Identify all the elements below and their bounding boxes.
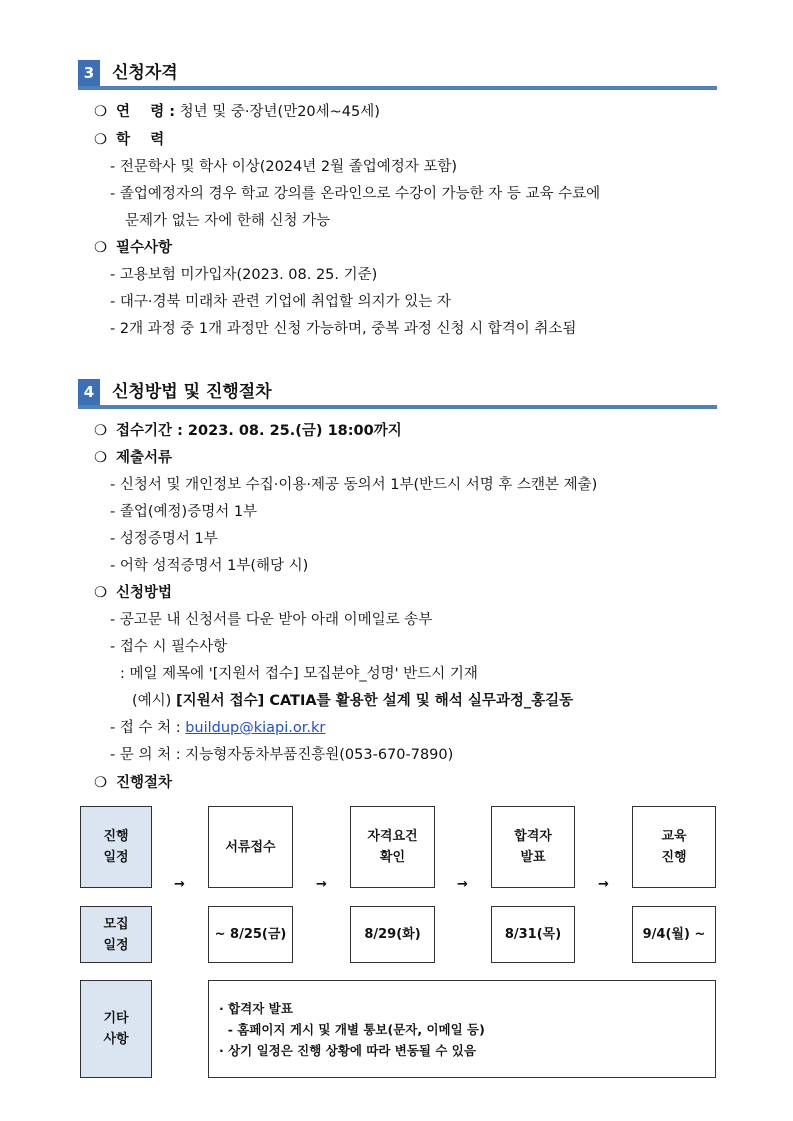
method-line: - 공고문 내 신청서를 다운 받아 아래 이메일로 송부	[110, 612, 433, 628]
section-4-header	[78, 379, 717, 409]
email-line	[110, 718, 325, 738]
requirement-line: - 고용보험 미가입자(2023. 08. 25. 기준)	[110, 267, 378, 283]
circle-bullet-icon: ❍	[94, 775, 107, 791]
circle-bullet-icon: ❍	[94, 132, 107, 148]
process-label: 진행절차	[116, 775, 173, 791]
arrow-right-icon: →	[457, 877, 468, 892]
education-continuation: 문제가 없는 자에 한해 신청 가능	[125, 213, 331, 229]
requirements-label: 필수사항	[116, 240, 173, 256]
method-label: 신청방법	[116, 585, 173, 601]
example-subject: [지원서 접수] CATIA를 활용한 설계 및 해석 실무과정_홍길동	[175, 693, 574, 709]
email-label: - 접 수 처 :	[110, 720, 186, 736]
circle-bullet-icon: ❍	[94, 104, 107, 120]
row-label-schedule: 진행 일정	[80, 806, 152, 888]
education-label: 학 력	[116, 132, 165, 148]
circle-bullet-icon: ❍	[94, 585, 107, 601]
section-number: 4	[78, 379, 100, 405]
circle-bullet-icon: ❍	[94, 450, 107, 466]
step-box: 자격요건 확인	[350, 806, 435, 888]
deadline-label: 접수기간 : 2023. 08. 25.(금) 18:00까지	[116, 423, 402, 439]
method-subject-rule: : 메일 제목에 '[지원서 접수] 모집분야_성명' 반드시 기재	[120, 666, 478, 682]
arrow-right-icon: →	[174, 877, 185, 892]
education-item	[94, 130, 164, 150]
age-item	[94, 102, 380, 122]
method-item	[94, 583, 172, 603]
arrow-right-icon: →	[316, 877, 327, 892]
email-link[interactable]: buildup@kiapi.or.kr	[185, 720, 326, 736]
date-box: 8/31(목)	[491, 906, 575, 963]
arrow-right-icon: →	[598, 877, 609, 892]
note-line: - 홈페이지 게시 및 개별 통보(문자, 이메일 등)	[219, 1022, 485, 1037]
circle-bullet-icon: ❍	[94, 423, 107, 439]
date-box: 8/29(화)	[350, 906, 435, 963]
deadline-item	[94, 421, 402, 441]
circle-bullet-icon: ❍	[94, 240, 107, 256]
section-3-header	[78, 60, 717, 90]
requirement-line: - 대구·경북 미래차 관련 기업에 취업할 의지가 있는 자	[110, 294, 451, 310]
row-label-notes: 기타 사항	[80, 980, 152, 1078]
note-line: · 합격자 발표	[219, 1001, 293, 1016]
row-label-recruitment: 모집 일정	[80, 906, 152, 963]
section-title: 신청자격	[112, 63, 178, 83]
age-value: 청년 및 중·장년(만20세~45세)	[179, 104, 380, 120]
step-box: 서류접수	[208, 806, 293, 888]
document-line: - 신청서 및 개인정보 수집·이용·제공 동의서 1부(반드시 서명 후 스캔본 제출)	[110, 477, 598, 493]
process-item	[94, 773, 172, 793]
date-box: ~ 8/25(금)	[208, 906, 293, 963]
document-line: - 성정증명서 1부	[110, 531, 218, 547]
document-line: - 어학 성적증명서 1부(해당 시)	[110, 558, 309, 574]
step-box: 교육 진행	[632, 806, 716, 888]
example-prefix: (예시)	[132, 693, 176, 709]
notes-box	[208, 980, 716, 1078]
document-line: - 졸업(예정)증명서 1부	[110, 504, 258, 520]
documents-item	[94, 448, 172, 468]
age-label: 연 령 :	[116, 104, 176, 120]
documents-label: 제출서류	[116, 450, 173, 466]
section-title: 신청방법 및 진행절차	[112, 382, 272, 402]
requirement-line: - 2개 과정 중 1개 과정만 신청 가능하며, 중복 과정 신청 시 합격이 취소됨	[110, 321, 577, 337]
method-example	[132, 691, 573, 711]
requirements-item	[94, 238, 172, 258]
step-box: 합격자 발표	[491, 806, 575, 888]
note-line: · 상기 일정은 진행 상황에 따라 변동될 수 있음	[219, 1043, 476, 1058]
date-box: 9/4(월) ~	[632, 906, 716, 963]
education-line: - 졸업예정자의 경우 학교 강의를 온라인으로 수강이 가능한 자 등 교육 수료에	[110, 186, 601, 202]
section-number: 3	[78, 60, 100, 86]
education-line: - 전문학사 및 학사 이상(2024년 2월 졸업예정자 포함)	[110, 159, 458, 175]
contact-line: - 문 의 처 : 지능형자동차부품진흥원(053-670-7890)	[110, 747, 454, 763]
method-line: - 접수 시 필수사항	[110, 639, 228, 655]
